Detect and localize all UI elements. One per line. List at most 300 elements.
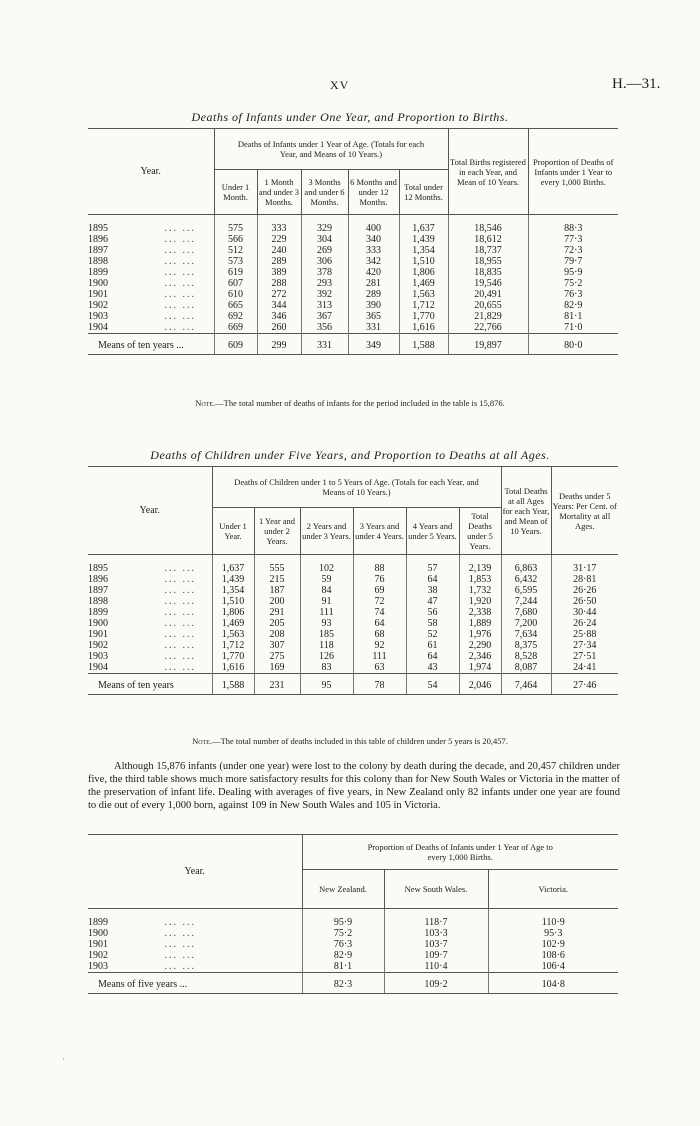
row-year [88, 574, 212, 585]
table-cell: 400 [348, 223, 399, 234]
leader-dots: ... ... [164, 300, 196, 311]
table-row [88, 245, 618, 256]
table-cell: 76·3 [302, 939, 384, 950]
table-cell: 1,732 [459, 585, 501, 596]
table-cell: 346 [257, 311, 301, 322]
means-cell: 2,046 [459, 674, 501, 695]
table-cell: 108·6 [488, 950, 618, 961]
table-cell: 575 [214, 223, 257, 234]
row-year [88, 322, 214, 334]
table-cell: 378 [301, 267, 348, 278]
col-header: 6 Months and under 12 Months. [348, 170, 399, 215]
leader-dots: ... ... [164, 928, 196, 939]
row-year [88, 939, 302, 950]
table-cell: 367 [301, 311, 348, 322]
col-header: Total under 12 Months. [399, 170, 448, 215]
year-header: Year. [88, 835, 302, 909]
table-cell: 26·26 [551, 585, 618, 596]
table-cell: 275 [254, 651, 300, 662]
leader-dots: ... ... [164, 322, 196, 333]
table-row [88, 278, 618, 289]
table-cell: 92 [353, 640, 406, 651]
row-year [88, 300, 214, 311]
table-cell: 365 [348, 311, 399, 322]
table1-body [88, 215, 618, 355]
table-cell: 20,491 [448, 289, 528, 300]
col-header: Under 1 Year. [212, 508, 254, 555]
year-label: 1900 [88, 928, 108, 939]
table-row [88, 256, 618, 267]
row-year [88, 961, 302, 973]
table-cell: 8,528 [501, 651, 551, 662]
table-cell: 75·2 [528, 278, 618, 289]
table-cell: 187 [254, 585, 300, 596]
col-header: 1 Year and under 2 Years. [254, 508, 300, 555]
year-label: 1901 [88, 289, 108, 300]
leader-dots: ... ... [164, 574, 196, 585]
table-cell: 1,712 [399, 300, 448, 311]
table-cell: 22,766 [448, 322, 528, 334]
row-year [88, 289, 214, 300]
means-label: Means of ten years [88, 674, 212, 695]
table-cell: 18,612 [448, 234, 528, 245]
means-row [88, 334, 618, 355]
means-cell: 80·0 [528, 334, 618, 355]
table-cell: 63 [353, 662, 406, 674]
table-cell: 1,920 [459, 596, 501, 607]
table-cell: 64 [353, 618, 406, 629]
table-cell: 1,976 [459, 629, 501, 640]
row-year [88, 278, 214, 289]
table-cell: 185 [300, 629, 353, 640]
table-cell: 260 [257, 322, 301, 334]
table-row [88, 651, 618, 662]
means-cell: 609 [214, 334, 257, 355]
row-year [88, 563, 212, 574]
table-cell: 333 [348, 245, 399, 256]
table-cell: 1,770 [399, 311, 448, 322]
leader-dots: ... ... [164, 585, 196, 596]
table-cell: 169 [254, 662, 300, 674]
table-cell: 6,863 [501, 563, 551, 574]
table-cell: 342 [348, 256, 399, 267]
total-deaths-header: Total Deaths at all Ages for each Year, and Mean of 10 Years. [501, 467, 551, 555]
row-year [88, 234, 214, 245]
year-label: 1898 [88, 256, 108, 267]
table-cell: 1,469 [212, 618, 254, 629]
table-cell: 272 [257, 289, 301, 300]
table-cell: 306 [301, 256, 348, 267]
year-header: Year. [88, 129, 214, 215]
table-cell: 19,546 [448, 278, 528, 289]
table-cell: 1,806 [399, 267, 448, 278]
means-label: Means of ten years ... [88, 334, 214, 355]
table-cell: 30·44 [551, 607, 618, 618]
means-cell: 104·8 [488, 973, 618, 994]
table-cell: 1,563 [212, 629, 254, 640]
table-row [88, 300, 618, 311]
leader-dots: ... ... [164, 629, 196, 640]
table-cell: 512 [214, 245, 257, 256]
means-cell: 27·46 [551, 674, 618, 695]
table-cell: 61 [406, 640, 459, 651]
table-cell: 27·34 [551, 640, 618, 651]
table-cell: 1,806 [212, 607, 254, 618]
table-cell: 669 [214, 322, 257, 334]
infant-deaths-table [88, 128, 618, 355]
table-cell: 118·7 [384, 917, 488, 928]
table-row [88, 267, 618, 278]
table-cell: 27·51 [551, 651, 618, 662]
means-cell: 231 [254, 674, 300, 695]
table-cell: 18,835 [448, 267, 528, 278]
table-cell: 215 [254, 574, 300, 585]
means-cell: 1,588 [399, 334, 448, 355]
means-cell: 19,897 [448, 334, 528, 355]
table-row [88, 234, 618, 245]
child-deaths-table [88, 466, 618, 695]
table-cell: 1,974 [459, 662, 501, 674]
table-cell: 1,510 [212, 596, 254, 607]
table-cell: 200 [254, 596, 300, 607]
leader-dots: ... ... [164, 245, 196, 256]
table-cell: 1,439 [212, 574, 254, 585]
table-cell: 21,829 [448, 311, 528, 322]
table-row [88, 596, 618, 607]
col-header: 1 Month and under 3 Months. [257, 170, 301, 215]
year-label: 1901 [88, 939, 108, 950]
table-cell: 573 [214, 256, 257, 267]
table-cell: 619 [214, 267, 257, 278]
year-label: 1900 [88, 618, 108, 629]
table-cell: 72·3 [528, 245, 618, 256]
table-cell: 76·3 [528, 289, 618, 300]
table-cell: 102 [300, 563, 353, 574]
table-row [88, 640, 618, 651]
table-cell: 95·9 [528, 267, 618, 278]
table-cell: 81·1 [528, 311, 618, 322]
table-cell: 1,637 [212, 563, 254, 574]
means-row [88, 973, 618, 994]
row-year [88, 618, 212, 629]
row-year [88, 245, 214, 256]
table-cell: 7,200 [501, 618, 551, 629]
leader-dots: ... ... [164, 234, 196, 245]
table-cell: 126 [300, 651, 353, 662]
table-cell: 313 [301, 300, 348, 311]
table-cell: 18,737 [448, 245, 528, 256]
table1-caption: Deaths of Infants under One Year, and Proportion to Births. [191, 110, 509, 124]
table-cell: 95·3 [488, 928, 618, 939]
year-label: 1899 [88, 267, 108, 278]
table-cell: 38 [406, 585, 459, 596]
table2-body [88, 555, 618, 695]
table-cell: 8,375 [501, 640, 551, 651]
col-header: New South Wales. [384, 870, 488, 909]
table-row [88, 629, 618, 640]
table-row [88, 950, 618, 961]
table-cell: 64 [406, 574, 459, 585]
leader-dots: ... ... [164, 223, 196, 234]
table-cell: 6,595 [501, 585, 551, 596]
leader-dots: ... ... [164, 939, 196, 950]
table-cell: 83 [300, 662, 353, 674]
infant-proportion-comparison-table [88, 834, 618, 994]
year-label: 1904 [88, 322, 108, 333]
table-cell: 88·3 [528, 223, 618, 234]
row-year [88, 267, 214, 278]
table-cell: 69 [353, 585, 406, 596]
year-label: 1902 [88, 950, 108, 961]
table-row [88, 223, 618, 234]
table-cell: 229 [257, 234, 301, 245]
proportion-header: Proportion of Deaths of Infants under 1 Year to every 1,000 Births. [528, 129, 618, 215]
table-cell: 344 [257, 300, 301, 311]
leader-dots: ... ... [164, 618, 196, 629]
table-cell: 8,087 [501, 662, 551, 674]
table-cell: 1,637 [399, 223, 448, 234]
table-cell: 26·50 [551, 596, 618, 607]
row-year [88, 256, 214, 267]
table-cell: 392 [301, 289, 348, 300]
table-cell: 68 [353, 629, 406, 640]
year-label: 1902 [88, 640, 108, 651]
table-cell: 103·7 [384, 939, 488, 950]
table-cell: 111 [300, 607, 353, 618]
table-cell: 205 [254, 618, 300, 629]
leader-dots: ... ... [164, 289, 196, 300]
table-row [88, 322, 618, 334]
table-cell: 81·1 [302, 961, 384, 973]
table-cell: 281 [348, 278, 399, 289]
year-label: 1895 [88, 223, 108, 234]
col-header: 3 Years and under 4 Years. [353, 508, 406, 555]
table-cell: 389 [257, 267, 301, 278]
right-page-header: H.—31. [612, 76, 661, 92]
table-cell: 331 [348, 322, 399, 334]
means-label: Means of five years ... [88, 973, 302, 994]
means-cell: 7,464 [501, 674, 551, 695]
means-cell: 78 [353, 674, 406, 695]
births-header: Total Births registered in each Year, and Mean of 10 Years. [448, 129, 528, 215]
row-year [88, 640, 212, 651]
table-cell: 118 [300, 640, 353, 651]
row-year [88, 223, 214, 234]
table-cell: 18,546 [448, 223, 528, 234]
row-year [88, 596, 212, 607]
year-label: 1899 [88, 607, 108, 618]
table-cell: 47 [406, 596, 459, 607]
table-cell: 76 [353, 574, 406, 585]
table-row [88, 563, 618, 574]
leader-dots: ... ... [164, 267, 196, 278]
table-cell: 1,354 [399, 245, 448, 256]
year-label: 1903 [88, 311, 108, 322]
table-cell: 91 [300, 596, 353, 607]
table-cell: 1,439 [399, 234, 448, 245]
means-cell: 95 [300, 674, 353, 695]
table-row [88, 662, 618, 674]
leader-dots: ... ... [164, 278, 196, 289]
table-row [88, 585, 618, 596]
col-header: Under 1 Month. [214, 170, 257, 215]
table-cell: 59 [300, 574, 353, 585]
table-cell: 390 [348, 300, 399, 311]
table-cell: 1,469 [399, 278, 448, 289]
leader-dots: ... ... [164, 607, 196, 618]
leader-dots: ... ... [164, 950, 196, 961]
year-label: 1904 [88, 662, 108, 673]
table-cell: 304 [301, 234, 348, 245]
row-year [88, 607, 212, 618]
year-label: 1895 [88, 563, 108, 574]
table-cell: 333 [257, 223, 301, 234]
table-cell: 109·7 [384, 950, 488, 961]
stray-mark: · [62, 1054, 65, 1064]
year-label: 1897 [88, 585, 108, 596]
table-cell: 291 [254, 607, 300, 618]
table-cell: 307 [254, 640, 300, 651]
table-cell: 1,563 [399, 289, 448, 300]
means-cell: 82·3 [302, 973, 384, 994]
row-year [88, 585, 212, 596]
col-header: 3 Months and under 6 Months. [301, 170, 348, 215]
table2-caption: Deaths of Children under Five Years, and Proportion to Deaths at all Ages. [150, 448, 550, 462]
table-cell: 2,346 [459, 651, 501, 662]
means-cell: 349 [348, 334, 399, 355]
table-cell: 1,712 [212, 640, 254, 651]
row-year [88, 662, 212, 674]
col-header: New Zealand. [302, 870, 384, 909]
means-cell: 331 [301, 334, 348, 355]
table-cell: 566 [214, 234, 257, 245]
leader-dots: ... ... [164, 917, 196, 928]
table-cell: 31·17 [551, 563, 618, 574]
year-label: 1901 [88, 629, 108, 640]
leader-dots: ... ... [164, 662, 196, 673]
col-header: 4 Years and under 5 Years. [406, 508, 459, 555]
table-cell: 289 [348, 289, 399, 300]
year-label: 1896 [88, 574, 108, 585]
table-row [88, 961, 618, 973]
year-label: 1902 [88, 300, 108, 311]
means-row [88, 674, 618, 695]
table-cell: 111 [353, 651, 406, 662]
year-header: Year. [88, 467, 212, 555]
col-header: Victoria. [488, 870, 618, 909]
row-year [88, 651, 212, 662]
leader-dots: ... ... [164, 651, 196, 662]
table-cell: 52 [406, 629, 459, 640]
leader-dots: ... ... [164, 256, 196, 267]
row-year [88, 311, 214, 322]
table-row [88, 607, 618, 618]
table3-body [88, 909, 618, 994]
table1-note: Note.—The total number of deaths of infants for the period included in the table is 15,876. [195, 398, 505, 408]
table-cell: 26·24 [551, 618, 618, 629]
table-cell: 329 [301, 223, 348, 234]
table-cell: 74 [353, 607, 406, 618]
table-cell: 84 [300, 585, 353, 596]
table-cell: 208 [254, 629, 300, 640]
year-label: 1896 [88, 234, 108, 245]
table-cell: 288 [257, 278, 301, 289]
means-cell: 109·2 [384, 973, 488, 994]
table-cell: 1,889 [459, 618, 501, 629]
table-row [88, 574, 618, 585]
table-row [88, 618, 618, 629]
year-label: 1899 [88, 917, 108, 928]
table-row [88, 917, 618, 928]
table-cell: 289 [257, 256, 301, 267]
table-cell: 692 [214, 311, 257, 322]
table-cell: 356 [301, 322, 348, 334]
table-cell: 293 [301, 278, 348, 289]
table-cell: 7,244 [501, 596, 551, 607]
table-cell: 6,432 [501, 574, 551, 585]
year-label: 1900 [88, 278, 108, 289]
group-header: Proportion of Deaths of Infants under 1 Year of Age to every 1,000 Births. [302, 835, 618, 870]
table-cell: 82·9 [302, 950, 384, 961]
table-cell: 79·7 [528, 256, 618, 267]
table-cell: 58 [406, 618, 459, 629]
table-cell: 20,655 [448, 300, 528, 311]
table-cell: 7,680 [501, 607, 551, 618]
col-header: 2 Years and under 3 Years. [300, 508, 353, 555]
table-cell: 1,616 [212, 662, 254, 674]
table-cell: 18,955 [448, 256, 528, 267]
percent-header: Deaths under 5 Years: Per Cent. of Mortality at all Ages. [551, 467, 618, 555]
means-cell: 299 [257, 334, 301, 355]
table-cell: 103·3 [384, 928, 488, 939]
leader-dots: ... ... [164, 311, 196, 322]
table-cell: 1,853 [459, 574, 501, 585]
table2-note: Note.—The total number of deaths included in this table of children under 5 years is 20,457. [192, 736, 508, 746]
col-header: Total Deaths under 5 Years. [459, 508, 501, 555]
table-cell: 340 [348, 234, 399, 245]
table-cell: 2,290 [459, 640, 501, 651]
table-cell: 57 [406, 563, 459, 574]
row-year [88, 950, 302, 961]
means-cell: 54 [406, 674, 459, 695]
table-cell: 420 [348, 267, 399, 278]
year-label: 1903 [88, 961, 108, 972]
leader-dots: ... ... [164, 961, 196, 972]
table-cell: 1,770 [212, 651, 254, 662]
table-cell: 7,634 [501, 629, 551, 640]
table-row [88, 289, 618, 300]
table-cell: 102·9 [488, 939, 618, 950]
table-row [88, 928, 618, 939]
group-header: Deaths of Infants under 1 Year of Age. (Totals for each Year, and Means of 10 Years.) [214, 129, 448, 170]
table-cell: 665 [214, 300, 257, 311]
center-page-header: XV [330, 78, 350, 92]
table-cell: 2,338 [459, 607, 501, 618]
row-year [88, 928, 302, 939]
table-cell: 240 [257, 245, 301, 256]
year-label: 1903 [88, 651, 108, 662]
table-cell: 82·9 [528, 300, 618, 311]
table-cell: 77·3 [528, 234, 618, 245]
table-cell: 28·81 [551, 574, 618, 585]
table-cell: 1,616 [399, 322, 448, 334]
table-row [88, 939, 618, 950]
table-cell: 24·41 [551, 662, 618, 674]
row-year [88, 629, 212, 640]
table-cell: 56 [406, 607, 459, 618]
means-cell: 1,588 [212, 674, 254, 695]
row-year [88, 917, 302, 928]
